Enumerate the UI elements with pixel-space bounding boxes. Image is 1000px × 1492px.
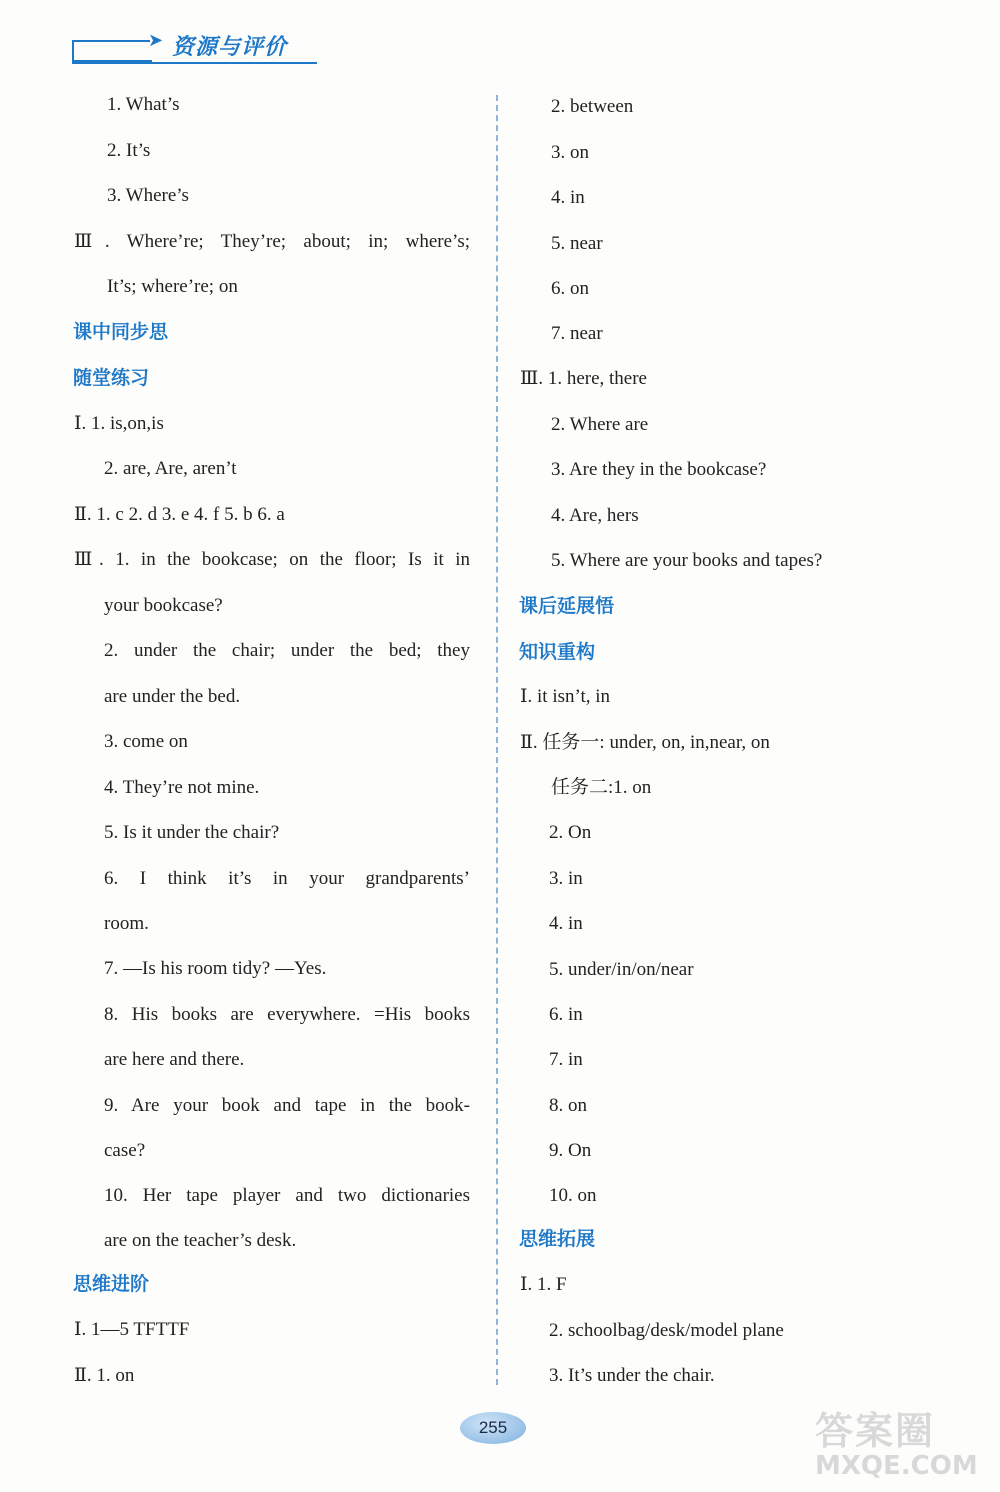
answer-line: 5. Where are your books and tapes? [551,550,823,571]
answer-line: 2. It’s [107,140,151,161]
answer-line: 4. They’re not mine. [104,777,260,798]
watermark-cn: 答案圈 [815,1409,936,1453]
answer-line: Ⅲ. 1. here, there [520,368,647,389]
answer-line: 1. What’s [107,94,180,115]
answer-line: 10. on [549,1185,597,1206]
answer-line: 6. in [549,1004,583,1025]
answer-line: Ⅱ. 1. c 2. d 3. e 4. f 5. b 6. a [74,504,285,525]
answer-line: Ⅰ. it isn’t, in [520,686,611,707]
column-divider [496,95,498,1385]
answer-line: 3. Where’s [107,185,189,206]
answer-line: Ⅲ. 1. in the bookcase; on the floor; Is it in [74,549,470,570]
arrow-icon: ➤ [148,30,164,51]
header-title: 资源与评价 [172,35,288,60]
answer-line: 10. Her tape player and two dictionaries [104,1185,470,1206]
answer-line: 3. in [549,868,583,889]
answer-line: 4. in [551,187,585,208]
answer-line: 9. On [549,1140,592,1161]
section-heading: 随堂练习 [73,367,150,389]
section-heading: 课中同步思 [73,321,169,343]
answer-line: 4. Are, hers [551,505,639,526]
answer-line: Ⅰ. 1—5 TFTTF [74,1319,190,1340]
page-number: 255 [460,1412,526,1444]
section-heading: 课后延展悟 [519,595,615,617]
section-heading: 思维进阶 [73,1273,150,1295]
answer-line: 9. Are your book and tape in the book- [104,1095,470,1116]
answer-line: 6. on [551,278,589,299]
answer-line: 3. on [551,142,589,163]
answer-line: 2. Where are [551,414,649,435]
header-bracket [72,40,152,62]
answer-line: 7. —Is his room tidy? —Yes. [104,958,327,979]
watermark-en: MXQE.COM [815,1451,978,1481]
answer-line: 3. Are they in the bookcase? [551,459,767,480]
answer-line: 2. On [549,822,592,843]
answer-line: are on the teacher’s desk. [104,1230,297,1251]
answer-line: Ⅰ. 1. is,on,is [74,413,164,434]
answer-line: room. [104,913,149,934]
answer-line: are under the bed. [104,686,241,707]
answer-line: 3. come on [104,731,188,752]
answer-line: Ⅱ. 1. on [74,1365,135,1386]
answer-line: are here and there. [104,1049,245,1070]
answer-line: 6. I think it’s in your grandparents’ [104,868,470,889]
answer-line: 5. Is it under the chair? [104,822,280,843]
answer-line: It’s; where’re; on [107,276,238,297]
answer-line: 7. near [551,323,603,344]
answer-line: 8. on [549,1095,587,1116]
answer-line: 5. near [551,233,603,254]
answer-line: 任务二:1. on [551,777,652,798]
section-heading: 思维拓展 [519,1228,596,1250]
answer-line: 2. schoolbag/desk/model plane [549,1320,784,1341]
answer-line: your bookcase? [104,595,223,616]
answer-line: case? [104,1140,146,1161]
section-heading: 知识重构 [519,641,596,663]
answer-line: Ⅱ. 任务一: under, on, in,near, on [520,732,770,753]
page-header [72,28,322,68]
answer-line: 8. His books are everywhere. =His books [104,1004,470,1025]
header-underline [72,62,317,64]
answer-line: 7. in [549,1049,583,1070]
answer-line: 2. are, Are, aren’t [104,458,237,479]
answer-line: Ⅰ. 1. F [520,1274,567,1295]
answer-line: 5. under/in/on/near [549,959,694,980]
answer-line: Ⅲ. Where’re; They’re; about; in; where’s; [74,231,470,252]
watermark-logo [815,1400,995,1485]
answer-line: 2. under the chair; under the bed; they [104,640,470,661]
answer-line: 4. in [549,913,583,934]
answer-line: 2. between [551,96,634,117]
answer-line: 3. It’s under the chair. [549,1365,715,1386]
